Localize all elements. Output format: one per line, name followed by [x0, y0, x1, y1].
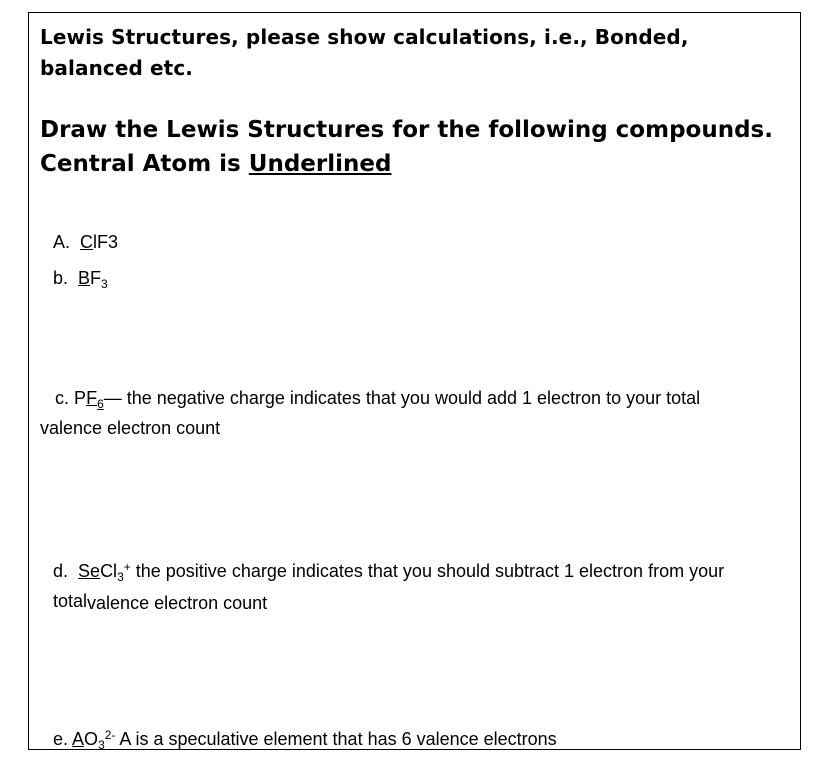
marker-c: c.: [55, 388, 70, 408]
marker-a: A.: [53, 232, 71, 252]
formula-b-subscript: 3: [101, 277, 108, 291]
central-atom-b: B: [78, 268, 91, 288]
marker-e: e.: [53, 729, 69, 749]
formula-c-pre: P: [74, 388, 87, 408]
formula-e-rest: O: [84, 729, 99, 749]
description-c-line-2: valence electron count: [40, 418, 221, 438]
central-atom-e: A: [72, 729, 85, 749]
charge-d: +: [123, 560, 131, 574]
formula-b-rest: F: [90, 268, 102, 288]
charge-c: —: [103, 388, 122, 408]
question-c: [40, 386, 771, 440]
central-atom-c: F: [86, 388, 98, 408]
formula-c-subscript: 6: [97, 397, 104, 411]
description-d-line-2b: valence electron count: [87, 593, 268, 613]
formula-d-rest: Cl: [100, 561, 118, 581]
heading-line-1: Draw the Lewis Structures for the following compounds.: [40, 117, 773, 143]
question-b: [53, 266, 108, 296]
marker-b: b.: [53, 268, 69, 288]
heading-underlined-word: Underlined: [248, 151, 392, 177]
heading-line-2: [40, 147, 800, 181]
question-e: [53, 723, 557, 757]
formula-d-subscript: 3: [117, 570, 124, 584]
question-a: [53, 230, 118, 254]
intro-text: Lewis Structures, please show calculations, i.e., Bonded, balanced etc.: [40, 25, 689, 80]
marker-d: d.: [53, 561, 69, 581]
description-e: A is a speculative element that has 6 valence electrons: [115, 729, 557, 749]
page-heading: [40, 113, 800, 181]
description-d-line-1: the positive charge indicates that you should subtract 1 electron from your: [130, 561, 725, 581]
charge-e: 2-: [104, 728, 116, 742]
formula-e-subscript: 3: [98, 738, 105, 752]
central-atom-a: C: [80, 232, 94, 252]
central-atom-d: Se: [78, 561, 101, 581]
formula-a-rest: lF3: [93, 232, 119, 252]
question-d: [53, 554, 773, 616]
description-c-line-1: the negative charge indicates that you would add 1 electron to your total: [121, 388, 701, 408]
heading-line-2-prefix: Central Atom is: [40, 151, 249, 177]
description-d-line-2a: total: [53, 591, 88, 611]
